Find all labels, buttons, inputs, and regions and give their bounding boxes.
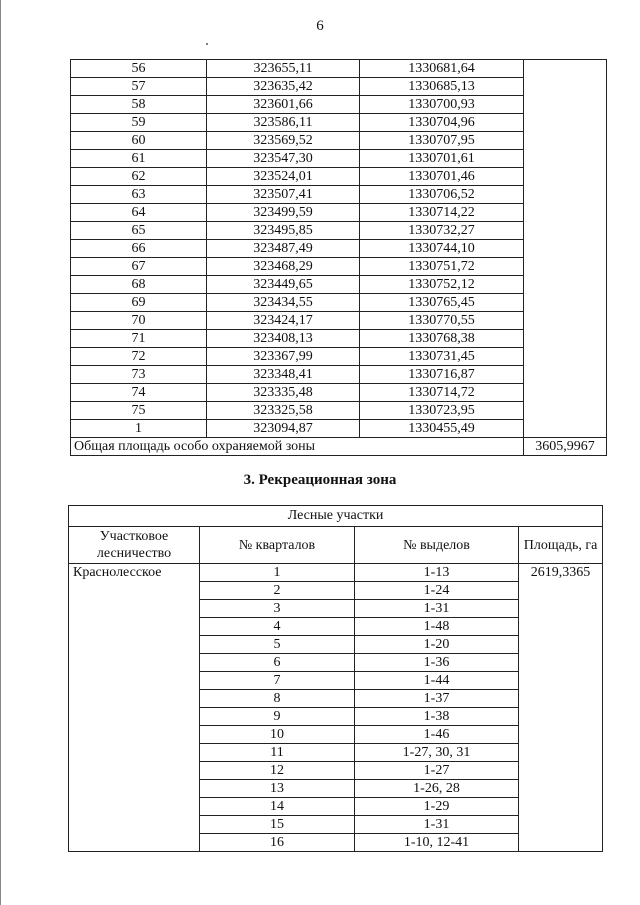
point-number: 63 — [71, 186, 207, 204]
coordinate-x: 323499,59 — [207, 204, 360, 222]
quarter-number: 6 — [200, 654, 355, 672]
coordinate-y: 1330700,93 — [360, 96, 524, 114]
total-area-label: Общая площадь особо охраняемой зоны — [71, 438, 524, 456]
point-number: 61 — [71, 150, 207, 168]
point-number: 71 — [71, 330, 207, 348]
forest-plots-caption: Лесные участки — [69, 506, 603, 527]
coordinate-y: 1330701,46 — [360, 168, 524, 186]
quarter-number: 12 — [200, 762, 355, 780]
header-area: Площадь, га — [519, 527, 603, 564]
coordinate-x: 323487,49 — [207, 240, 360, 258]
plot-numbers: 1-20 — [355, 636, 519, 654]
total-row — [71, 438, 607, 456]
total-area-value: 3605,9967 — [524, 438, 607, 456]
quarter-number: 9 — [200, 708, 355, 726]
quarter-number: 5 — [200, 636, 355, 654]
plot-numbers: 1-10, 12-41 — [355, 834, 519, 852]
page-number: 6 — [316, 18, 324, 34]
coordinate-y: 1330714,22 — [360, 204, 524, 222]
table-row — [69, 564, 603, 582]
plot-numbers: 1-31 — [355, 600, 519, 618]
plot-numbers: 1-44 — [355, 672, 519, 690]
table-row — [71, 60, 607, 78]
coordinate-x: 323601,66 — [207, 96, 360, 114]
point-number: 58 — [71, 96, 207, 114]
point-number: 67 — [71, 258, 207, 276]
quarter-number: 8 — [200, 690, 355, 708]
coordinate-y: 1330744,10 — [360, 240, 524, 258]
plot-numbers: 1-31 — [355, 816, 519, 834]
point-number: 72 — [71, 348, 207, 366]
point-number: 75 — [71, 402, 207, 420]
plot-numbers: 1-24 — [355, 582, 519, 600]
coordinate-y: 1330770,55 — [360, 312, 524, 330]
plot-numbers: 1-38 — [355, 708, 519, 726]
scan-artifact-dot — [206, 43, 208, 45]
empty-area-column — [524, 60, 607, 438]
coordinate-x: 323449,65 — [207, 276, 360, 294]
point-number: 69 — [71, 294, 207, 312]
point-number: 73 — [71, 366, 207, 384]
coordinate-y: 1330681,64 — [360, 60, 524, 78]
coordinate-x: 323335,48 — [207, 384, 360, 402]
header-plots: № выделов — [355, 527, 519, 564]
coordinate-x: 323569,52 — [207, 132, 360, 150]
plot-numbers: 1-37 — [355, 690, 519, 708]
scan-edge-line — [0, 0, 1, 905]
point-number: 56 — [71, 60, 207, 78]
point-number: 57 — [71, 78, 207, 96]
point-number: 66 — [71, 240, 207, 258]
coordinate-y: 1330723,95 — [360, 402, 524, 420]
coordinate-y: 1330716,87 — [360, 366, 524, 384]
point-number: 62 — [71, 168, 207, 186]
plot-numbers: 1-36 — [355, 654, 519, 672]
point-number: 70 — [71, 312, 207, 330]
district-name: Краснолесское — [69, 564, 200, 852]
header-district: Участковое лесничество — [69, 527, 200, 564]
coordinate-x: 323524,01 — [207, 168, 360, 186]
coordinate-y: 1330765,45 — [360, 294, 524, 312]
coordinate-x: 323094,87 — [207, 420, 360, 438]
coordinate-x: 323434,55 — [207, 294, 360, 312]
plot-numbers: 1-26, 28 — [355, 780, 519, 798]
plot-numbers: 1-29 — [355, 798, 519, 816]
coordinate-x: 323408,13 — [207, 330, 360, 348]
coordinate-y: 1330704,96 — [360, 114, 524, 132]
header-quarters: № кварталов — [200, 527, 355, 564]
quarter-number: 14 — [200, 798, 355, 816]
coordinate-y: 1330707,95 — [360, 132, 524, 150]
section-title: 3. Рекреационная зона — [243, 472, 397, 488]
plot-numbers: 1-13 — [355, 564, 519, 582]
coordinate-y: 1330714,72 — [360, 384, 524, 402]
coordinate-x: 323424,17 — [207, 312, 360, 330]
quarter-number: 3 — [200, 600, 355, 618]
coordinate-y: 1330706,52 — [360, 186, 524, 204]
point-number: 60 — [71, 132, 207, 150]
coordinate-x: 323348,41 — [207, 366, 360, 384]
coordinate-y: 1330751,72 — [360, 258, 524, 276]
quarter-number: 16 — [200, 834, 355, 852]
quarter-number: 13 — [200, 780, 355, 798]
point-number: 64 — [71, 204, 207, 222]
point-number: 68 — [71, 276, 207, 294]
coordinates-table — [70, 59, 607, 456]
coordinate-y: 1330752,12 — [360, 276, 524, 294]
point-number: 1 — [71, 420, 207, 438]
coordinate-x: 323468,29 — [207, 258, 360, 276]
quarter-number: 7 — [200, 672, 355, 690]
plot-numbers: 1-48 — [355, 618, 519, 636]
area-value: 2619,3365 — [519, 564, 603, 852]
point-number: 74 — [71, 384, 207, 402]
coordinate-x: 323547,30 — [207, 150, 360, 168]
plot-numbers: 1-46 — [355, 726, 519, 744]
point-number: 59 — [71, 114, 207, 132]
coordinate-y: 1330731,45 — [360, 348, 524, 366]
coordinate-x: 323586,11 — [207, 114, 360, 132]
plot-numbers: 1-27, 30, 31 — [355, 744, 519, 762]
coordinate-x: 323495,85 — [207, 222, 360, 240]
coordinate-y: 1330768,38 — [360, 330, 524, 348]
coordinate-y: 1330685,13 — [360, 78, 524, 96]
coordinate-x: 323635,42 — [207, 78, 360, 96]
quarter-number: 15 — [200, 816, 355, 834]
recreation-zone-table — [68, 505, 603, 852]
quarter-number: 11 — [200, 744, 355, 762]
quarter-number: 1 — [200, 564, 355, 582]
plot-numbers: 1-27 — [355, 762, 519, 780]
coordinate-y: 1330732,27 — [360, 222, 524, 240]
coordinate-x: 323655,11 — [207, 60, 360, 78]
coordinate-x: 323367,99 — [207, 348, 360, 366]
recreation-table-body — [69, 564, 603, 852]
coordinate-y: 1330701,61 — [360, 150, 524, 168]
quarter-number: 10 — [200, 726, 355, 744]
coordinate-x: 323325,58 — [207, 402, 360, 420]
coordinate-y: 1330455,49 — [360, 420, 524, 438]
coordinates-table-body — [71, 60, 607, 438]
quarter-number: 4 — [200, 618, 355, 636]
coordinate-x: 323507,41 — [207, 186, 360, 204]
quarter-number: 2 — [200, 582, 355, 600]
point-number: 65 — [71, 222, 207, 240]
